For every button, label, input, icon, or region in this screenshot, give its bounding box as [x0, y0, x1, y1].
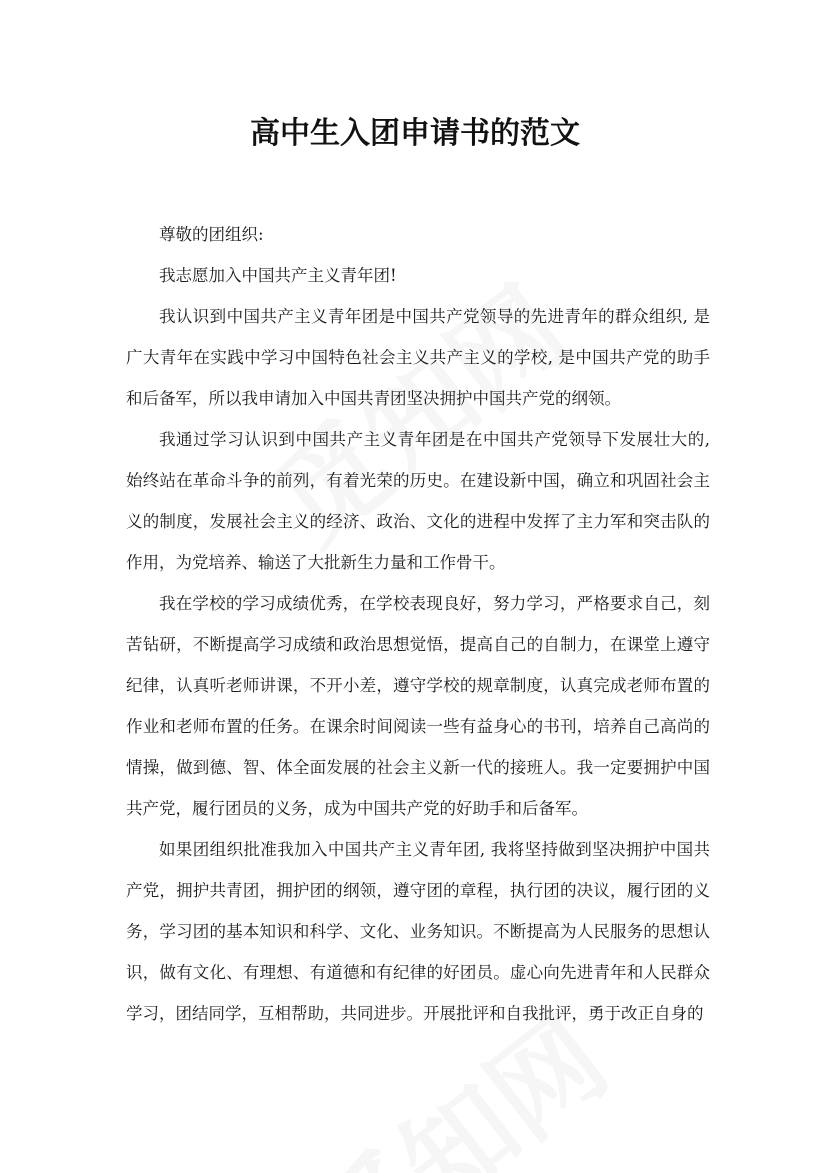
paragraph: 我认识到中国共产主义青年团是中国共产党领导的先进青年的群众组织, 是广大青年在实践中学习中国特色社会主义共产主义的学校, 是中国共产党的助手和后备军，所以我申请加入中国共青团坚决拥护中国共产党的纲领。 [126, 307, 710, 408]
paragraph: 我在学校的学习成绩优秀，在学校表现良好，努力学习，严格要求自己，刻苦钻研，不断提高学习成绩和政治思想觉悟，提高自己的自制力，在课堂上遵守纪律，认真听老师讲课，不开小差，遵守学校的规章制度，认真完成老师布置的作业和老师布置的任务。在课余时间阅读一些有益身心的书刊，培养自己高尚的情操，做到德、智、体全面发展的社会主义新一代的接班人。我一定要拥护中国共产党，履行团员的义务，成为中国共产党的好助手和后备军。 [126, 594, 710, 818]
paragraph: 如果团组织批准我加入中国共产主义青年团, 我将坚持做到坚决拥护中国共产党，拥护共青团，拥护团的纲领，遵守团的章程，执行团的决议，履行团的义务，学习团的基本知识和科学、文化、业务知识。不断提高为人民服务的思想认识，做有文化、有理想、有道德和有纪律的好团员。虚心向先进青年和人民群众学习，团结同学，互相帮助，共同进步。开展批评和自我批评，勇于改正自身的 [126, 840, 710, 1023]
document-body [126, 214, 710, 1034]
salutation: 尊敬的团组织: [159, 225, 264, 244]
document-title: 高中生入团申请书的范文 [250, 116, 580, 151]
paragraph: 我通过学习认识到中国共产主义青年团是在中国共产党领导下发展壮大的, 始终站在革命斗争的前列，有着光荣的历史。在建设新中国，确立和巩固社会主义的制度，发展社会主义的经济、政治、文化的进程中发挥了主力军和突击队的作用，为党培养、输送了大批新生力量和工作骨干。 [126, 430, 710, 572]
paragraph-intro: 我志愿加入中国共产主义青年团! [159, 266, 397, 285]
